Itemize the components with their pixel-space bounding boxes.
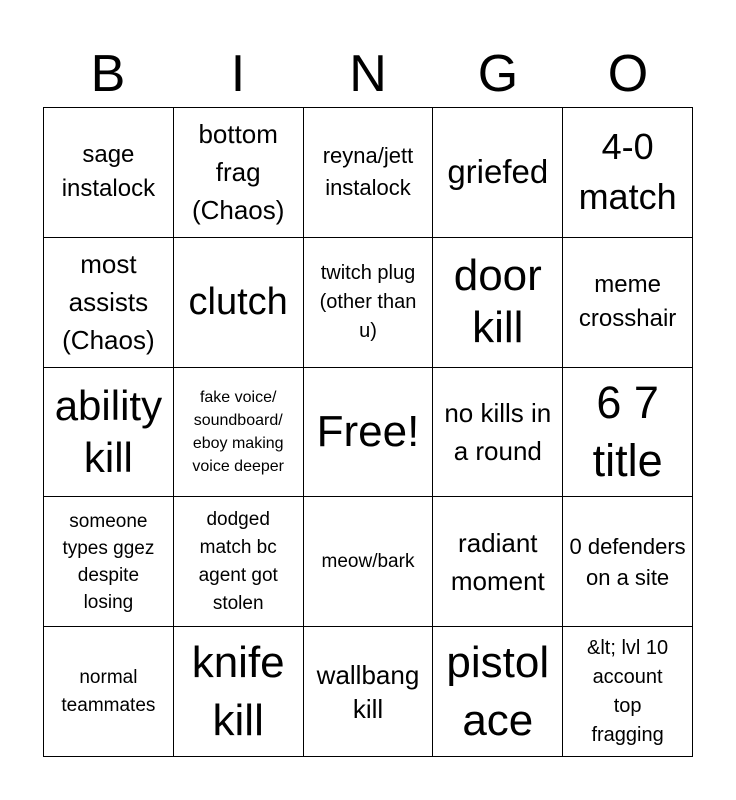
bingo-header (43, 40, 693, 108)
cell-text: knife kill (191, 637, 285, 745)
cell-text: bottom frag (Chaos) (191, 119, 285, 226)
bingo-cell[interactable] (174, 497, 304, 627)
bingo-cell[interactable] (44, 368, 174, 498)
bingo-cell[interactable] (44, 497, 174, 627)
cell-text: griefed (447, 153, 549, 191)
bingo-cell[interactable] (304, 368, 434, 498)
header-letter-i: I (230, 45, 246, 103)
bingo-board (43, 107, 693, 757)
bingo-cell[interactable] (304, 497, 434, 627)
cell-text: 0 defenders on a site (569, 533, 686, 590)
bingo-cell[interactable] (563, 627, 693, 757)
bingo-cell[interactable] (44, 627, 174, 757)
bingo-cell[interactable] (433, 627, 563, 757)
header-letter-o: O (607, 45, 649, 103)
bingo-cell[interactable] (174, 108, 304, 238)
cell-text: radiant moment (450, 527, 545, 596)
bingo-cell[interactable] (304, 108, 434, 238)
cell-text: dodged match bc agent got stolen (198, 508, 278, 614)
bingo-cell[interactable] (44, 238, 174, 368)
bingo-cell[interactable] (433, 497, 563, 627)
header-letter-g: G (477, 45, 519, 103)
cell-text: reyna/jett instalock (322, 143, 414, 201)
bingo-cell[interactable] (563, 368, 693, 498)
bingo-cell[interactable] (174, 238, 304, 368)
cell-text: meow/bark (321, 551, 415, 573)
cell-text: 4-0 match (578, 126, 677, 218)
cell-text: someone types ggez despite losing (62, 510, 155, 613)
cell-text: Free! (316, 406, 420, 456)
cell-text: &lt; lvl 10 account top fragging (587, 636, 669, 746)
cell-text: pistol ace (446, 637, 550, 745)
cell-text: meme crosshair (578, 271, 677, 333)
cell-text: clutch (188, 281, 288, 324)
cell-text: ability kill (54, 381, 163, 481)
bingo-cell[interactable] (304, 627, 434, 757)
cell-text: most assists (Chaos) (62, 249, 155, 356)
bingo-cell[interactable] (433, 368, 563, 498)
cell-text: no kills in a round (444, 397, 552, 466)
bingo-cell[interactable] (304, 238, 434, 368)
header-letter-b: B (90, 45, 126, 103)
bingo-cell[interactable] (563, 238, 693, 368)
cell-text: 6 7 title (592, 376, 663, 486)
bingo-cell[interactable] (174, 368, 304, 498)
bingo-cell[interactable] (563, 108, 693, 238)
bingo-cell[interactable] (563, 497, 693, 627)
bingo-cell[interactable] (174, 627, 304, 757)
cell-text: twitch plug (other than u) (319, 261, 417, 342)
bingo-cell[interactable] (433, 108, 563, 238)
cell-text: door kill (453, 251, 542, 353)
cell-text: normal teammates (61, 666, 156, 716)
cell-text: sage instalock (61, 141, 156, 203)
bingo-cell[interactable] (433, 238, 563, 368)
bingo-cell[interactable] (44, 108, 174, 238)
header-letter-n: N (349, 45, 387, 103)
cell-text: wallbang kill (316, 659, 420, 724)
cell-text: fake voice/ soundboard/ eboy making voice deeper (192, 388, 284, 475)
